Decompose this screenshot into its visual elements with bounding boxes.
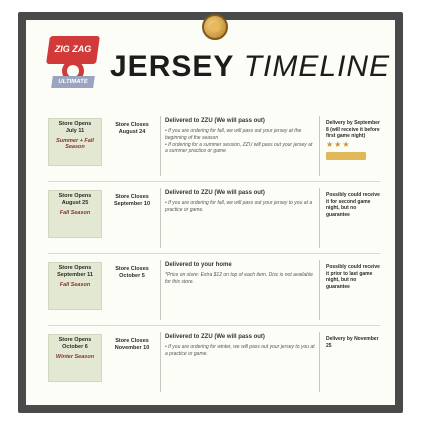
delivery-estimate-text: Delivery by November 25 [326, 336, 379, 349]
logo-subtext: ULTIMATE [51, 76, 95, 88]
store-opens-date: September 11 [57, 272, 93, 278]
delivery-line: • If ordering for a summer session, ZZU will pass out your jersey at a summer practice or game [165, 141, 313, 155]
store-opens-cell [48, 190, 102, 238]
store-opens-label: Store Opens [58, 193, 92, 199]
timeline-row [48, 254, 380, 326]
title-bold: JERSEY [110, 50, 235, 83]
jersey-icon [326, 152, 366, 160]
delivery-estimate [326, 264, 380, 290]
store-closes-label: Store Closes [115, 338, 149, 344]
delivery-head: Delivered to ZZU (We will pass out) [165, 118, 265, 124]
delivery-estimate [326, 120, 380, 162]
store-closes-cell [110, 122, 154, 136]
timeline-row [48, 182, 380, 254]
delivery-estimate [326, 192, 380, 218]
store-closes-label: Store Closes [115, 122, 149, 128]
delivery-head: Delivered to ZZU (We will pass out) [165, 334, 265, 340]
delivery-info [160, 188, 320, 248]
delivery-line: *Price on store: Extra $12 on top of each item. Disc is not available for this store. [165, 272, 313, 285]
delivery-line: • If you are ordering for fall, we will pass out your jersey to you at a practice or game. [165, 200, 313, 213]
delivery-head: Delivered to your home [165, 262, 232, 268]
delivery-estimate-text: Delivery by September 8 (will receive it before first game night) [326, 120, 380, 139]
store-closes-date: November 10 [114, 344, 150, 351]
delivery-estimate-text: Possibly could receive it for second game night, but no guarantee [326, 192, 380, 218]
delivery-line: • If you are ordering for fall, we will pass out your jersey at the beginning of the season [165, 128, 302, 141]
delivery-estimate [326, 336, 380, 349]
delivery-line: • If you are ordering for winter, we will pass out your jersey to you at a practice or game. [165, 344, 315, 357]
store-closes-cell [110, 194, 154, 208]
store-closes-label: Store Closes [115, 266, 149, 272]
season-label: Fall Season [59, 210, 91, 216]
store-opens-cell [48, 118, 102, 166]
store-closes-cell [110, 266, 154, 280]
page-title [110, 50, 390, 84]
store-opens-date: July 11 [65, 128, 85, 134]
store-opens-cell [48, 334, 102, 382]
title-thin: TIMELINE [243, 50, 391, 83]
store-opens-label: Store Opens [58, 265, 92, 271]
store-opens-cell [48, 262, 102, 310]
store-opens-label: Store Opens [58, 121, 92, 127]
timeline-rows [48, 110, 380, 398]
zigzag-logo [44, 32, 102, 90]
store-opens-label: Store Opens [58, 337, 92, 343]
delivery-info [160, 332, 320, 392]
stars-icon: ★★★ [326, 139, 351, 149]
store-closes-date: September 10 [113, 200, 151, 207]
season-label: Summer + Fall Season [56, 138, 94, 150]
store-opens-date: August 25 [61, 200, 89, 206]
season-label: Winter Season [55, 354, 95, 360]
thumbtack-icon [202, 14, 228, 40]
store-opens-date: October 6 [62, 344, 88, 350]
delivery-head: Delivered to ZZU (We will pass out) [165, 190, 265, 196]
season-label: Fall Season [59, 282, 91, 288]
logo-text: ZIG ZAG [54, 44, 92, 54]
timeline-row [48, 326, 380, 398]
store-closes-date: October 5 [119, 272, 145, 279]
delivery-info [160, 260, 320, 320]
store-closes-date: August 24 [118, 128, 146, 135]
store-closes-cell [110, 338, 154, 352]
store-closes-label: Store Closes [115, 194, 149, 200]
timeline-row [48, 110, 380, 182]
delivery-estimate-text: Possibly could receive it prior to last game night, but no guarantee [326, 264, 380, 290]
delivery-info [160, 116, 320, 176]
